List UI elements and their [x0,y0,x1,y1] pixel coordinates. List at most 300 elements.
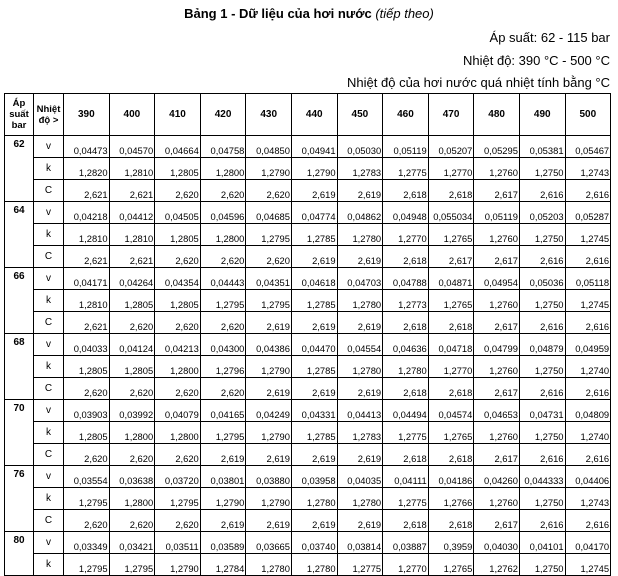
value-cell: 1,2795 [64,488,110,510]
value-cell: 1,2805 [64,422,110,444]
value-cell: 0,05118 [565,268,611,290]
value-cell: 0,04171 [64,268,110,290]
value-cell: 0,03992 [109,400,155,422]
value-cell: 2,618 [383,378,429,400]
value-cell: 0,04412 [109,202,155,224]
value-cell: 0,04809 [565,400,611,422]
value-cell: 1,2800 [155,422,201,444]
value-cell: 1,2745 [565,554,611,576]
value-cell: 0,04788 [383,268,429,290]
steam-data-table [4,93,611,576]
value-cell: 0,03880 [246,466,292,488]
value-cell: 0,04124 [109,334,155,356]
value-cell: 2,620 [64,378,110,400]
value-cell: 1,2790 [155,554,201,576]
value-cell: 1,2745 [565,290,611,312]
property-symbol: v [34,334,64,356]
value-cell: 2,619 [291,444,337,466]
value-cell: 2,620 [109,510,155,532]
value-cell: 0,04030 [474,532,520,554]
value-cell: 1,2790 [200,488,246,510]
value-cell: 0,04406 [565,466,611,488]
value-cell: 0,04774 [291,202,337,224]
value-cell: 2,620 [246,246,292,268]
caption-continued: (tiếp theo) [375,6,434,21]
value-cell: 1,2796 [200,356,246,378]
pressure-cell: 76 [5,466,34,532]
table-row [5,246,611,268]
table-row [5,532,611,554]
header-temp-390: 390 [64,94,110,136]
value-cell: 2,616 [565,444,611,466]
value-cell: 1,2820 [64,158,110,180]
value-cell: 2,619 [246,312,292,334]
value-cell: 2,619 [291,510,337,532]
value-cell: 2,617 [428,246,474,268]
value-cell: 1,2765 [428,554,474,576]
value-cell: 2,618 [383,246,429,268]
value-cell: 0,04879 [519,334,565,356]
value-cell: 2,619 [291,378,337,400]
pressure-cell: 68 [5,334,34,400]
table-row [5,180,611,202]
value-cell: 0,05207 [428,136,474,158]
header-temp-480: 480 [474,94,520,136]
value-cell: 1,2800 [109,488,155,510]
value-cell: 1,2810 [64,290,110,312]
value-cell: 0,04035 [337,466,383,488]
table-row [5,488,611,510]
value-cell: 1,2810 [109,158,155,180]
value-cell: 2,620 [200,180,246,202]
value-cell: 1,2750 [519,224,565,246]
value-cell: 1,2770 [428,158,474,180]
value-cell: 2,618 [428,510,474,532]
value-cell: 2,616 [519,246,565,268]
value-cell: 1,2795 [155,488,201,510]
pressure-cell: 66 [5,268,34,334]
value-cell: 2,619 [246,378,292,400]
value-cell: 0,04351 [246,268,292,290]
value-cell: 1,2800 [200,158,246,180]
value-cell: 1,2750 [519,158,565,180]
property-symbol: C [34,378,64,400]
value-cell: 0,04354 [155,268,201,290]
header-temp-430: 430 [246,94,292,136]
value-cell: 1,2765 [428,422,474,444]
property-symbol: k [34,224,64,246]
value-cell: 0,04703 [337,268,383,290]
value-cell: 2,616 [565,510,611,532]
value-cell: 1,2785 [291,290,337,312]
value-cell: 2,616 [565,312,611,334]
value-cell: 1,2790 [246,158,292,180]
value-cell: 1,2795 [64,554,110,576]
value-cell: 1,2780 [337,356,383,378]
value-cell: 0,055034 [428,202,474,224]
value-cell: 1,2805 [109,290,155,312]
header-temperature: Nhiệt độ > [34,94,64,136]
value-cell: 2,616 [565,378,611,400]
value-cell: 2,619 [337,444,383,466]
value-cell: 0,04186 [428,466,474,488]
value-cell: 2,618 [383,444,429,466]
property-symbol: C [34,180,64,202]
value-cell: 0,03814 [337,532,383,554]
value-cell: 2,619 [291,312,337,334]
value-cell: 1,2795 [200,290,246,312]
value-cell: 2,620 [155,246,201,268]
pressure-cell: 64 [5,202,34,268]
pressure-cell: 70 [5,400,34,466]
table-caption [0,6,618,21]
value-cell: 1,2750 [519,554,565,576]
value-cell: 1,2783 [337,422,383,444]
value-cell: 1,2760 [474,290,520,312]
value-cell: 1,2773 [383,290,429,312]
value-cell: 0,03887 [383,532,429,554]
value-cell: 1,2800 [200,224,246,246]
value-cell: 2,618 [428,444,474,466]
value-cell: 0,04218 [64,202,110,224]
value-cell: 2,621 [64,180,110,202]
table-row [5,312,611,334]
property-symbol: k [34,290,64,312]
table-row [5,378,611,400]
value-cell: 0,03421 [109,532,155,554]
unit-note: Nhiệt độ của hơi nước quá nhiệt tính bằng °C [347,75,610,90]
value-cell: 2,620 [246,180,292,202]
value-cell: 2,617 [474,312,520,334]
value-cell: 0,03903 [64,400,110,422]
value-cell: 1,2760 [474,356,520,378]
value-cell: 2,618 [428,378,474,400]
header-temp-440: 440 [291,94,337,136]
property-symbol: C [34,444,64,466]
value-cell: 1,2775 [337,554,383,576]
value-cell: 0,04850 [246,136,292,158]
value-cell: 2,618 [383,312,429,334]
table-row [5,290,611,312]
value-cell: 1,2750 [519,356,565,378]
value-cell: 1,2760 [474,224,520,246]
value-cell: 2,620 [64,444,110,466]
property-symbol: C [34,312,64,334]
value-cell: 0,05287 [565,202,611,224]
header-temp-470: 470 [428,94,474,136]
value-cell: 0,04871 [428,268,474,290]
table-row [5,136,611,158]
value-cell: 1,2810 [109,224,155,246]
value-cell: 1,2805 [155,158,201,180]
value-cell: 0,03511 [155,532,201,554]
value-cell: 2,620 [155,312,201,334]
value-cell: 2,617 [474,246,520,268]
value-cell: 2,617 [474,444,520,466]
property-symbol: v [34,532,64,554]
value-cell: 0,03638 [109,466,155,488]
value-cell: 2,619 [337,246,383,268]
value-cell: 2,620 [64,510,110,532]
value-cell: 0,04300 [200,334,246,356]
value-cell: 0,03589 [200,532,246,554]
value-cell: 0,04664 [155,136,201,158]
value-cell: 0,044333 [519,466,565,488]
value-cell: 0,05030 [337,136,383,158]
value-cell: 1,2750 [519,422,565,444]
value-cell: 2,619 [291,246,337,268]
value-cell: 0,04941 [291,136,337,158]
value-cell: 1,2765 [428,224,474,246]
value-cell: 2,620 [155,444,201,466]
value-cell: 2,618 [428,180,474,202]
value-cell: 0,03349 [64,532,110,554]
value-cell: 2,616 [565,246,611,268]
header-temp-410: 410 [155,94,201,136]
value-cell: 1,2770 [383,554,429,576]
value-cell: 0,04636 [383,334,429,356]
value-cell: 1,2790 [246,488,292,510]
value-cell: 1,2780 [337,224,383,246]
value-cell: 1,2795 [246,290,292,312]
value-cell: 1,2795 [246,224,292,246]
value-cell: 1,2780 [291,554,337,576]
value-cell: 2,620 [109,378,155,400]
property-symbol: k [34,422,64,444]
value-cell: 0,04213 [155,334,201,356]
value-cell: 0,05467 [565,136,611,158]
value-cell: 1,2743 [565,488,611,510]
property-symbol: v [34,400,64,422]
value-cell: 1,2800 [155,356,201,378]
value-cell: 1,2766 [428,488,474,510]
value-cell: 2,616 [519,510,565,532]
value-cell: 0,04685 [246,202,292,224]
value-cell: 2,620 [200,378,246,400]
value-cell: 2,620 [109,312,155,334]
value-cell: 0,04948 [383,202,429,224]
value-cell: 2,620 [200,312,246,334]
value-cell: 1,2780 [246,554,292,576]
value-cell: 0,03801 [200,466,246,488]
value-cell: 0,04470 [291,334,337,356]
value-cell: 1,2795 [109,554,155,576]
pressure-range: Áp suất: 62 - 115 bar [489,30,610,45]
value-cell: 2,619 [200,444,246,466]
value-cell: 0,04264 [109,268,155,290]
value-cell: 0,04574 [428,400,474,422]
value-cell: 2,619 [291,180,337,202]
value-cell: 1,2805 [64,356,110,378]
value-cell: 0,04170 [565,532,611,554]
value-cell: 1,2790 [246,356,292,378]
pressure-cell: 62 [5,136,34,202]
temperature-range: Nhiệt độ: 390 °C - 500 °C [463,53,610,68]
value-cell: 1,2743 [565,158,611,180]
value-cell: 2,617 [474,510,520,532]
table-row [5,466,611,488]
value-cell: 1,2785 [291,356,337,378]
value-cell: 0,04443 [200,268,246,290]
value-cell: 2,616 [519,378,565,400]
value-cell: 1,2762 [474,554,520,576]
value-cell: 1,2805 [155,290,201,312]
value-cell: 0,04331 [291,400,337,422]
table-row [5,422,611,444]
value-cell: 1,2775 [383,158,429,180]
value-cell: 2,619 [246,444,292,466]
property-symbol: v [34,268,64,290]
value-cell: 1,2775 [383,422,429,444]
value-cell: 2,618 [428,312,474,334]
value-cell: 2,619 [246,510,292,532]
value-cell: 1,2790 [291,158,337,180]
property-symbol: v [34,136,64,158]
value-cell: 1,2780 [337,290,383,312]
value-cell: 0,05295 [474,136,520,158]
value-cell: 2,616 [519,312,565,334]
value-cell: 1,2785 [291,224,337,246]
value-cell: 0,04505 [155,202,201,224]
value-cell: 2,617 [474,180,520,202]
table-row [5,356,611,378]
value-cell: 2,620 [155,180,201,202]
value-cell: 1,2765 [428,290,474,312]
value-cell: 2,621 [109,246,155,268]
value-cell: 2,621 [64,246,110,268]
header-temp-400: 400 [109,94,155,136]
value-cell: 1,2770 [428,356,474,378]
value-cell: 1,2785 [291,422,337,444]
property-symbol: C [34,246,64,268]
value-cell: 1,2740 [565,356,611,378]
value-cell: 2,620 [200,246,246,268]
value-cell: 1,2783 [337,158,383,180]
value-cell: 0,05119 [474,202,520,224]
value-cell: 2,619 [337,312,383,334]
value-cell: 0,04260 [474,466,520,488]
value-cell: 0,04959 [565,334,611,356]
pressure-cell: 80 [5,532,34,576]
value-cell: 0,05036 [519,268,565,290]
value-cell: 2,616 [565,180,611,202]
value-cell: 0,03665 [246,532,292,554]
value-cell: 1,2750 [519,488,565,510]
header-temp-460: 460 [383,94,429,136]
value-cell: 1,2780 [291,488,337,510]
value-cell: 0,04473 [64,136,110,158]
value-cell: 0,3959 [428,532,474,554]
value-cell: 2,618 [383,180,429,202]
table-row [5,334,611,356]
value-cell: 1,2760 [474,158,520,180]
table-row [5,400,611,422]
value-cell: 0,04596 [200,202,246,224]
table-row [5,158,611,180]
value-cell: 0,05203 [519,202,565,224]
table-row [5,202,611,224]
table-row [5,510,611,532]
value-cell: 0,04731 [519,400,565,422]
value-cell: 2,617 [474,378,520,400]
value-cell: 0,04494 [383,400,429,422]
value-cell: 0,04111 [383,466,429,488]
value-cell: 0,04718 [428,334,474,356]
header-temp-450: 450 [337,94,383,136]
value-cell: 2,616 [519,444,565,466]
value-cell: 0,04101 [519,532,565,554]
value-cell: 1,2805 [109,356,155,378]
value-cell: 1,2760 [474,488,520,510]
value-cell: 1,2810 [64,224,110,246]
table-body [5,136,611,576]
value-cell: 0,04165 [200,400,246,422]
header-temp-420: 420 [200,94,246,136]
value-cell: 2,621 [64,312,110,334]
value-cell: 1,2740 [565,422,611,444]
value-cell: 0,04033 [64,334,110,356]
value-cell: 2,618 [383,510,429,532]
value-cell: 0,04570 [109,136,155,158]
value-cell: 1,2795 [200,422,246,444]
value-cell: 1,2800 [109,422,155,444]
value-cell: 0,04954 [474,268,520,290]
value-cell: 2,616 [519,180,565,202]
value-cell: 0,04653 [474,400,520,422]
property-symbol: v [34,466,64,488]
value-cell: 1,2780 [383,356,429,378]
header-row [5,94,611,136]
header-pressure: Áp suất bar [5,94,34,136]
value-cell: 2,619 [337,510,383,532]
property-symbol: k [34,554,64,576]
value-cell: 0,03958 [291,466,337,488]
value-cell: 1,2760 [474,422,520,444]
value-cell: 0,03720 [155,466,201,488]
value-cell: 1,2784 [200,554,246,576]
table-row [5,268,611,290]
value-cell: 2,619 [337,378,383,400]
header-temp-500: 500 [565,94,611,136]
value-cell: 1,2790 [246,422,292,444]
table-row [5,554,611,576]
value-cell: 0,04079 [155,400,201,422]
value-cell: 2,621 [109,180,155,202]
property-symbol: k [34,356,64,378]
header-temp-490: 490 [519,94,565,136]
value-cell: 1,2775 [383,488,429,510]
value-cell: 2,619 [200,510,246,532]
value-cell: 2,620 [155,510,201,532]
table-row [5,224,611,246]
value-cell: 2,619 [337,180,383,202]
value-cell: 0,03554 [64,466,110,488]
value-cell: 0,05381 [519,136,565,158]
table-row [5,444,611,466]
value-cell: 0,04758 [200,136,246,158]
value-cell: 0,04413 [337,400,383,422]
value-cell: 0,03740 [291,532,337,554]
property-symbol: C [34,510,64,532]
value-cell: 0,04386 [246,334,292,356]
value-cell: 1,2750 [519,290,565,312]
value-cell: 0,04862 [337,202,383,224]
value-cell: 1,2745 [565,224,611,246]
value-cell: 0,04249 [246,400,292,422]
property-symbol: v [34,202,64,224]
value-cell: 1,2805 [155,224,201,246]
value-cell: 1,2770 [383,224,429,246]
